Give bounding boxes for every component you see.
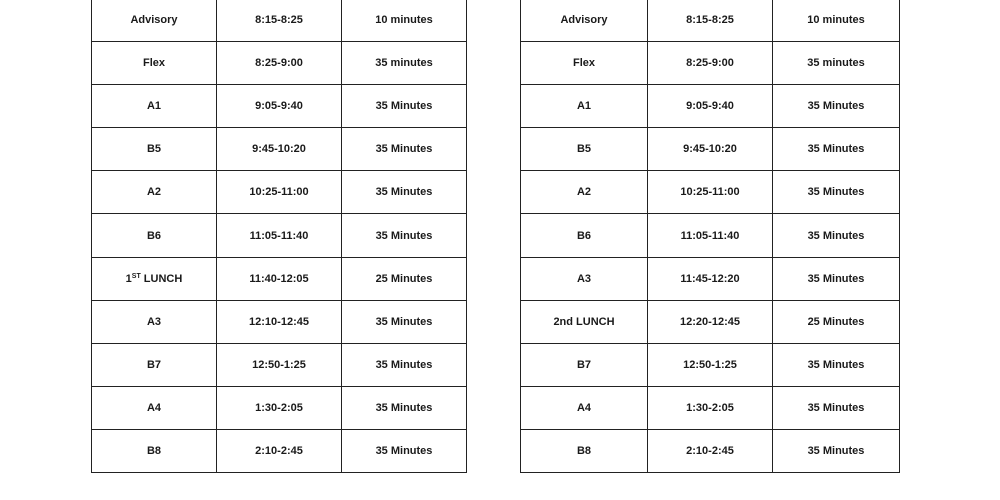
period-label: A2 <box>146 186 162 199</box>
time-range-cell: 1:30-2:05 <box>217 386 342 429</box>
period-cell <box>92 42 217 85</box>
schedule-row <box>92 257 467 300</box>
schedule-row <box>92 386 467 429</box>
period-label: B5 <box>146 143 162 156</box>
period-label: Flex <box>572 57 595 70</box>
schedule-row <box>521 300 900 343</box>
period-cell <box>521 128 648 171</box>
schedule-row <box>521 343 900 386</box>
period-label: Flex <box>142 57 165 70</box>
period-cell <box>521 429 648 472</box>
time-range-cell: 12:50-1:25 <box>648 343 773 386</box>
schedule-row <box>521 42 900 85</box>
time-range-cell: 8:15-8:25 <box>217 0 342 42</box>
period-label: Advisory <box>560 14 608 27</box>
schedule-row <box>92 171 467 214</box>
period-label: A3 <box>146 315 162 328</box>
schedule-row <box>521 386 900 429</box>
time-range-cell: 10:25-11:00 <box>217 171 342 214</box>
period-label: B7 <box>576 358 592 371</box>
period-cell <box>92 300 217 343</box>
duration-cell: 35 Minutes <box>342 343 467 386</box>
duration-cell: 35 Minutes <box>342 300 467 343</box>
period-label: B7 <box>146 358 162 371</box>
duration-cell: 35 minutes <box>342 42 467 85</box>
period-cell <box>92 214 217 257</box>
schedule-row <box>92 214 467 257</box>
time-range-cell: 12:20-12:45 <box>648 300 773 343</box>
schedule-row <box>521 171 900 214</box>
time-range-cell: 11:45-12:20 <box>648 257 773 300</box>
duration-cell: 35 Minutes <box>342 214 467 257</box>
duration-cell: 35 Minutes <box>342 128 467 171</box>
time-range-cell: 2:10-2:45 <box>217 429 342 472</box>
period-cell <box>521 386 648 429</box>
duration-cell: 35 minutes <box>773 42 900 85</box>
period-cell <box>92 85 217 128</box>
duration-cell: 10 minutes <box>342 0 467 42</box>
duration-cell: 35 Minutes <box>773 343 900 386</box>
schedule-row <box>92 42 467 85</box>
duration-cell: 35 Minutes <box>342 429 467 472</box>
duration-cell: 35 Minutes <box>773 85 900 128</box>
period-label: A1 <box>576 100 592 113</box>
period-label: B6 <box>576 229 592 242</box>
duration-cell: 35 Minutes <box>342 85 467 128</box>
period-label: B6 <box>146 229 162 242</box>
schedule-row <box>521 214 900 257</box>
period-cell <box>521 343 648 386</box>
duration-cell: 35 Minutes <box>773 386 900 429</box>
schedule-row <box>92 429 467 472</box>
period-label: 2nd LUNCH <box>553 315 615 328</box>
period-label: A1 <box>146 100 162 113</box>
time-range-cell: 9:05-9:40 <box>217 85 342 128</box>
period-cell <box>92 343 217 386</box>
schedule-row <box>521 128 900 171</box>
time-range-cell: 10:25-11:00 <box>648 171 773 214</box>
time-range-cell: 12:50-1:25 <box>217 343 342 386</box>
schedule-row <box>521 0 900 42</box>
schedule-table-second-lunch <box>520 0 900 473</box>
time-range-cell: 12:10-12:45 <box>217 300 342 343</box>
period-ordinal-suffix: ST <box>131 272 141 280</box>
time-range-cell: 8:25-9:00 <box>217 42 342 85</box>
schedule-row <box>521 257 900 300</box>
duration-cell: 35 Minutes <box>773 429 900 472</box>
period-label: B8 <box>576 444 592 457</box>
duration-cell: 35 Minutes <box>773 257 900 300</box>
period-cell <box>521 0 648 42</box>
duration-cell: 35 Minutes <box>773 128 900 171</box>
period-label: B5 <box>576 143 592 156</box>
period-label: Advisory <box>130 14 178 27</box>
time-range-cell: 8:25-9:00 <box>648 42 773 85</box>
period-cell <box>92 257 217 300</box>
period-label-suffix: LUNCH <box>140 272 183 285</box>
schedule-row <box>92 128 467 171</box>
time-range-cell: 9:45-10:20 <box>217 128 342 171</box>
schedule-row <box>92 343 467 386</box>
time-range-cell: 11:05-11:40 <box>648 214 773 257</box>
duration-cell: 35 Minutes <box>342 386 467 429</box>
period-cell <box>521 257 648 300</box>
period-cell <box>521 214 648 257</box>
duration-cell: 25 Minutes <box>773 300 900 343</box>
period-cell <box>92 429 217 472</box>
duration-cell: 35 Minutes <box>773 214 900 257</box>
period-label: A4 <box>146 401 162 414</box>
period-label: A4 <box>576 401 592 414</box>
time-range-cell: 2:10-2:45 <box>648 429 773 472</box>
period-cell <box>521 85 648 128</box>
duration-cell: 35 Minutes <box>342 171 467 214</box>
time-range-cell: 9:05-9:40 <box>648 85 773 128</box>
period-label: A2 <box>576 186 592 199</box>
period-cell <box>92 0 217 42</box>
schedule-row <box>521 429 900 472</box>
duration-cell: 10 minutes <box>773 0 900 42</box>
time-range-cell: 9:45-10:20 <box>648 128 773 171</box>
period-cell <box>521 42 648 85</box>
time-range-cell: 8:15-8:25 <box>648 0 773 42</box>
period-label: B8 <box>146 444 162 457</box>
period-cell <box>521 171 648 214</box>
time-range-cell: 11:05-11:40 <box>217 214 342 257</box>
schedule-row <box>92 300 467 343</box>
schedule-table-first-lunch <box>91 0 467 473</box>
time-range-cell: 1:30-2:05 <box>648 386 773 429</box>
duration-cell: 35 Minutes <box>773 171 900 214</box>
period-cell <box>92 386 217 429</box>
time-range-cell: 11:40-12:05 <box>217 257 342 300</box>
period-label: A3 <box>576 272 592 285</box>
period-label: 1 <box>125 272 132 285</box>
period-cell <box>92 171 217 214</box>
period-cell <box>92 128 217 171</box>
schedule-row <box>521 85 900 128</box>
schedule-row <box>92 85 467 128</box>
period-cell <box>521 300 648 343</box>
schedule-row <box>92 0 467 42</box>
duration-cell: 25 Minutes <box>342 257 467 300</box>
